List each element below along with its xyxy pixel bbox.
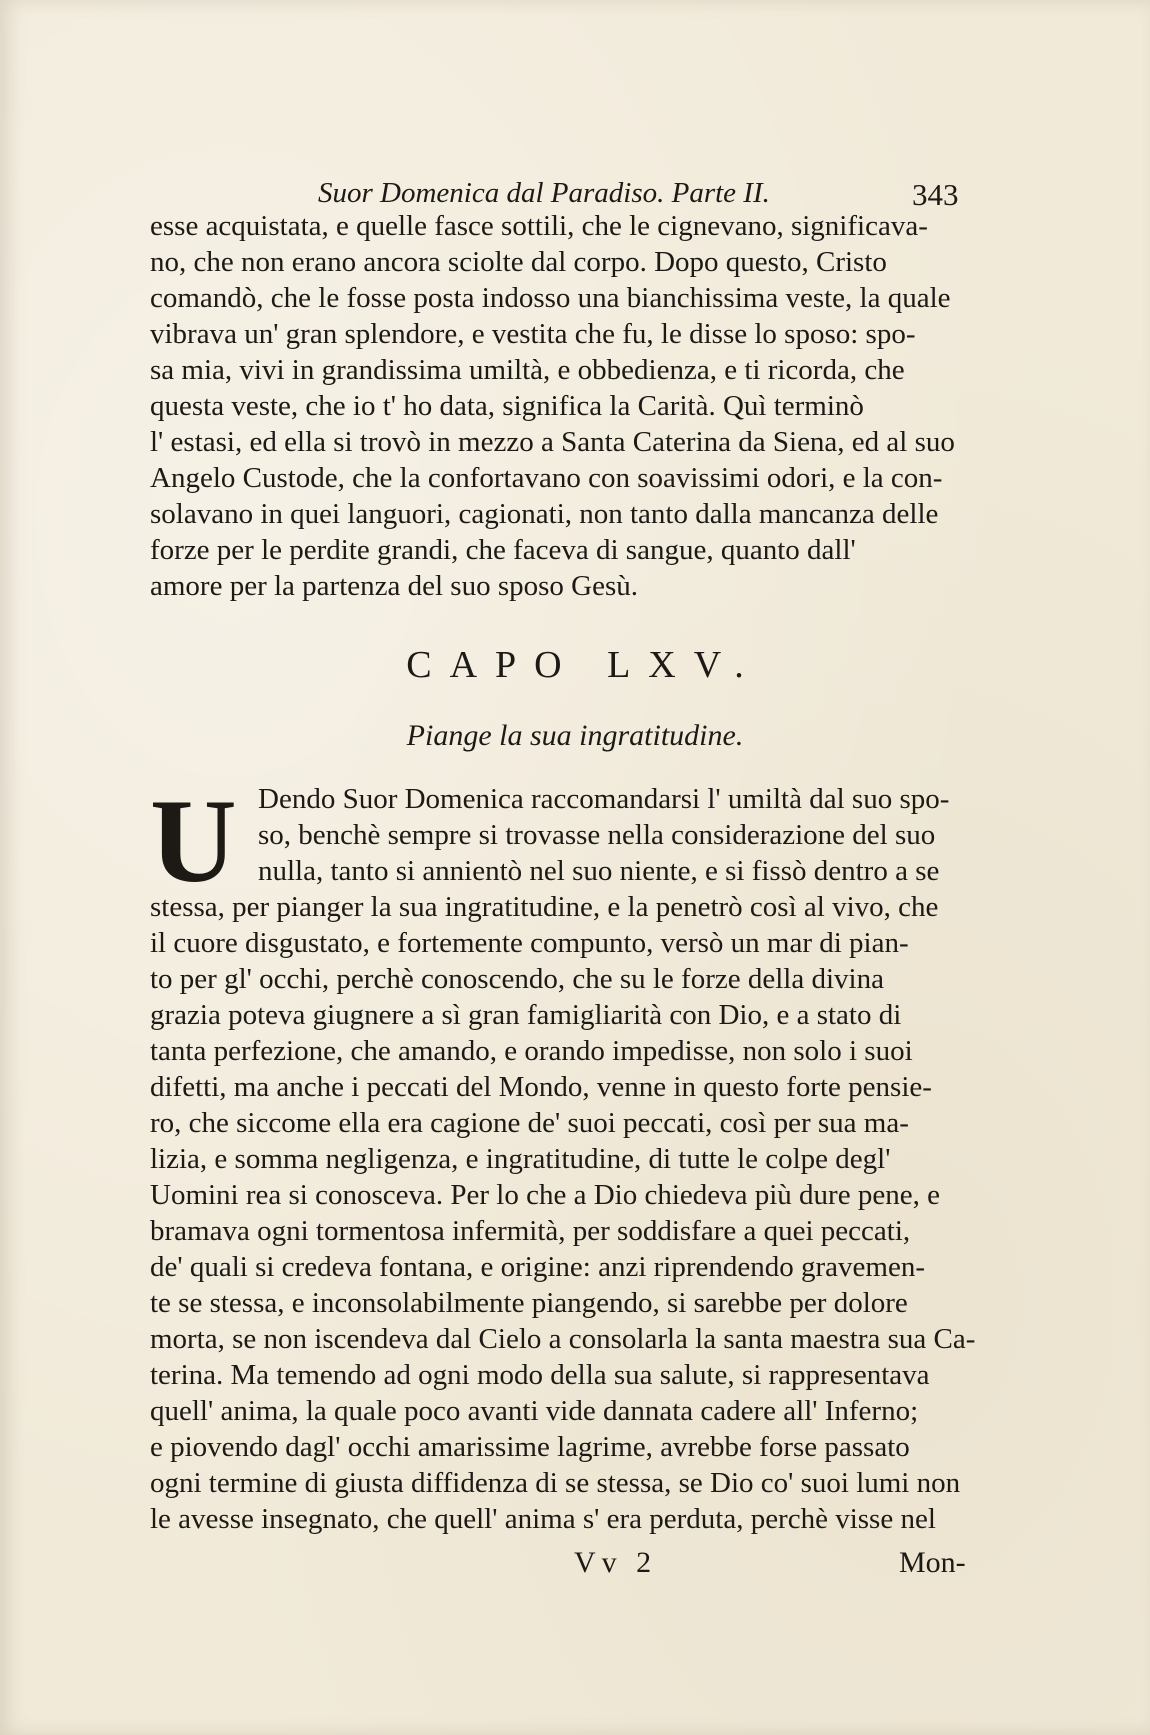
text-line: no, che non erano ancora sciolte dal corpo. Dopo questo, Cristo xyxy=(150,246,887,278)
text-line: de' quali si credeva fontana, e origine: anzi riprendendo gravemen- xyxy=(150,1251,925,1283)
text-line: solavano in quei languori, cagionati, non tanto dalla mancanza delle xyxy=(150,498,939,530)
text-line: to per gl' occhi, perchè conoscendo, che su le forze della divina xyxy=(150,963,884,995)
running-title: Suor Domenica dal Paradiso. Parte II. xyxy=(318,177,770,209)
text-line: ogni termine di giusta diffidenza di se stessa, se Dio co' suoi lumi non xyxy=(150,1467,961,1499)
text-line: Angelo Custode, che la confortavano con soavissimi odori, e la con- xyxy=(150,462,943,494)
text-line: forze per le perdite grandi, che faceva di sangue, quanto dall' xyxy=(150,534,856,566)
text-line: bramava ogni tormentosa infermità, per soddisfare a quei peccati, xyxy=(150,1215,911,1247)
text-line: ro, che siccome ella era cagione de' suoi peccati, così per sua ma- xyxy=(150,1107,909,1139)
text-line: terina. Ma temendo ad ogni modo della sua salute, si rappresentava xyxy=(150,1359,930,1391)
text-line: e piovendo dagl' occhi amarissime lagrime, avrebbe forse passato xyxy=(150,1431,910,1463)
text-line: stessa, per pianger la sua ingratitudine, e la penetrò così al vivo, che xyxy=(150,891,939,923)
catchword: Mon- xyxy=(899,1546,966,1579)
page-number: 343 xyxy=(912,177,959,212)
text-line: il cuore disgustato, e fortemente compunto, versò un mar di pian- xyxy=(150,927,909,959)
text-line: morta, se non iscendeva dal Cielo a consolarla la santa maestra sua Ca- xyxy=(150,1323,976,1355)
text-line: amore per la partenza del suo sposo Gesù. xyxy=(150,570,639,602)
drop-cap: U xyxy=(150,774,237,907)
text-line: nulla, tanto si annientò nel suo niente, e si fissò dentro a se xyxy=(258,855,940,887)
text-line: lizia, e somma negligenza, e ingratitudine, di tutte le colpe degl' xyxy=(150,1143,891,1175)
text-line: so, benchè sempre si trovasse nella considerazione del suo xyxy=(258,819,936,851)
text-line: comandò, che le fosse posta indosso una bianchissima veste, la quale xyxy=(150,282,951,314)
text-line: vibrava un' gran splendore, e vestita che fu, le disse lo sposo: spo- xyxy=(150,318,916,350)
chapter-subtitle: Piange la sua ingratitudine. xyxy=(406,719,744,752)
text-line: grazia poteva giugnere a sì gran famigliarità con Dio, e a stato di xyxy=(150,999,902,1031)
text-line: l' estasi, ed ella si trovò in mezzo a Santa Caterina da Siena, ed al suo xyxy=(150,426,955,458)
signature-mark: Vv 2 xyxy=(574,1546,658,1579)
text-line: le avesse insegnato, che quell' anima s' era perduta, perchè visse nel xyxy=(150,1503,936,1535)
text-line: Uomini rea si conosceva. Per lo che a Dio chiedeva più dure pene, e xyxy=(150,1179,940,1211)
text-line: esse acquistata, e quelle fasce sottili, che le cignevano, significava- xyxy=(150,210,928,242)
text-line: tanta perfezione, che amando, e orando impedisse, non solo i suoi xyxy=(150,1035,913,1067)
text-line: sa mia, vivi in grandissima umiltà, e obbedienza, e ti ricorda, che xyxy=(150,354,905,386)
chapter-heading: CAPO LXV. xyxy=(406,644,762,686)
text-line: quell' anima, la quale poco avanti vide dannata cadere all' Inferno; xyxy=(150,1395,919,1427)
text-line: te se stessa, e inconsolabilmente piangendo, si sarebbe per dolore xyxy=(150,1287,908,1319)
text-line: questa veste, che io t' ho data, significa la Carità. Quì terminò xyxy=(150,390,864,422)
text-line: difetti, ma anche i peccati del Mondo, venne in questo forte pensie- xyxy=(150,1071,932,1103)
text-line: Dendo Suor Domenica raccomandarsi l' umiltà dal suo spo- xyxy=(258,783,950,815)
